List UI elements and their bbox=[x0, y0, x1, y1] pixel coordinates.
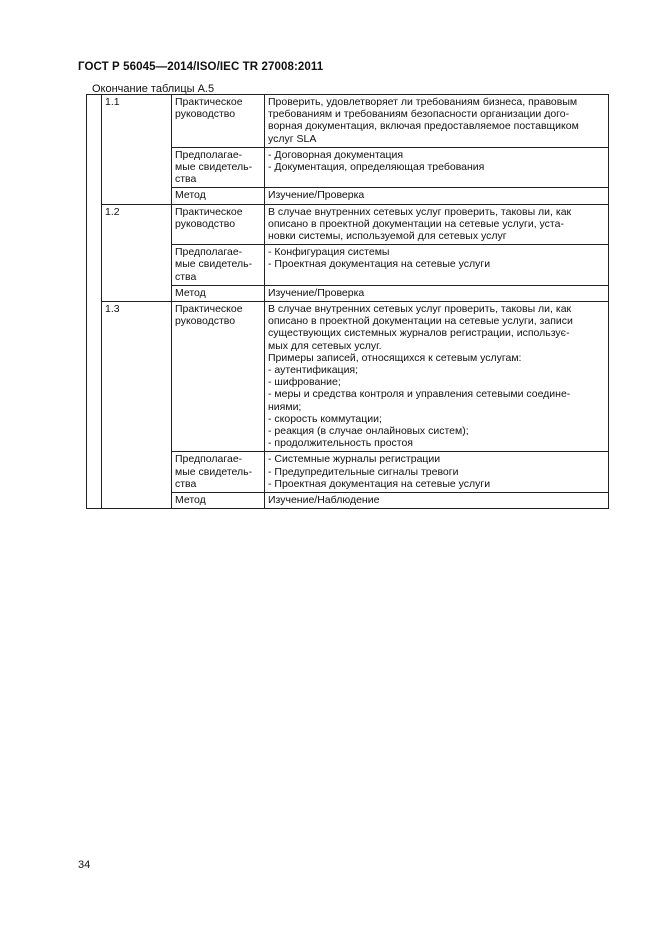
evidence-text: - Конфигурация системы - Проектная документация на сетевые услуги bbox=[265, 245, 609, 286]
method-label: Метод bbox=[172, 493, 265, 509]
guide-text: Проверить, удовлетворяет ли требованиям бизнеса, правовым требованиям и требованиям безопасности организации дого- ворная документация, включая предоставляемое поставщиком услуг SLA bbox=[265, 95, 609, 148]
row-number: 1.3 bbox=[102, 302, 172, 509]
evidence-text: - Системные журналы регистрации - Предупредительные сигналы тревоги - Проектная документация на сетевые услуги bbox=[265, 452, 609, 493]
method-text: Изучение/Проверка bbox=[265, 188, 609, 204]
method-text: Изучение/Наблюдение bbox=[265, 493, 609, 509]
guide-label: Практическое руководство bbox=[172, 204, 265, 245]
guide-text: В случае внутренних сетевых услуг проверить, таковы ли, как описано в проектной документации на сетевые услуги, уста- новки системы, используемой для сетевых услуг bbox=[265, 204, 609, 245]
evidence-label: Предполагае- мые свидетель- ства bbox=[172, 147, 265, 188]
row-number: 1.1 bbox=[102, 95, 172, 205]
table-row bbox=[87, 302, 609, 452]
guide-label: Практическое руководство bbox=[172, 95, 265, 148]
table-caption: Окончание таблицы А.5 bbox=[92, 83, 215, 95]
guide-label: Практическое руководство bbox=[172, 302, 265, 452]
method-label: Метод bbox=[172, 188, 265, 204]
table-row bbox=[87, 95, 609, 148]
row-number: 1.2 bbox=[102, 204, 172, 301]
evidence-label: Предполагае- мые свидетель- ства bbox=[172, 452, 265, 493]
method-text: Изучение/Проверка bbox=[265, 285, 609, 301]
left-margin-cell bbox=[87, 95, 102, 509]
page-number: 34 bbox=[78, 859, 91, 871]
method-label: Метод bbox=[172, 285, 265, 301]
guide-text: В случае внутренних сетевых услуг проверить, таковы ли, как описано в проектной документации на сетевые услуги, записи существующих системных журналов регистрации, использує- мых для сетевых услуг. Примеры записей, относящихся к сетевым услугам: - аутентификация; - шифрование; - меры и средства контроля и управления сетевыми соедине- ниями; - скорость коммутации; - реакция (в случае онлайновых систем); - продолжительность простоя bbox=[265, 302, 609, 452]
evidence-text: - Договорная документация - Документация, определяющая требования bbox=[265, 147, 609, 188]
evidence-label: Предполагае- мые свидетель- ства bbox=[172, 245, 265, 286]
table-row bbox=[87, 204, 609, 245]
document-header: ГОСТ Р 56045—2014/ISO/IEC TR 27008:2011 bbox=[78, 61, 324, 73]
requirements-table bbox=[86, 94, 609, 509]
